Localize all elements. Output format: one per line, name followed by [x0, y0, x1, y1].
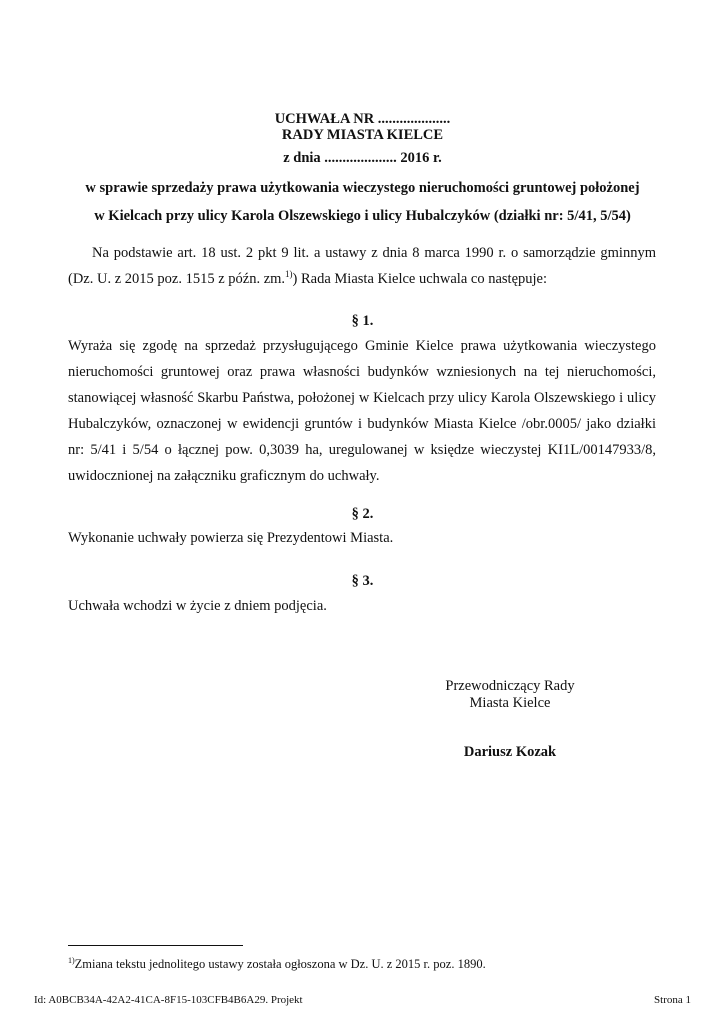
section-1-body: Wyraża się zgodę na sprzedaż przysługującego Gminie Kielce prawa użytkowania wieczystego nieruchomości gruntowej oraz prawa własności budynków wzniesionych na tej nieruchomości, stanowiącej własność Skarbu Państwa, położonej w Kielcach przy ulicy Karola Olszewskiego i ulicy Hubalczyków, oznaczonej w ewidencji gruntów i budynków Miasta Kielce /obr.0005/ jako działki nr: 5/41 i 5/54 o łącznej pow. 0,3039 ha, uregulowanej w księdze wieczystej KI1L/00147933/8, uwidocznionej na załączniku graficznym do uchwały.: [68, 338, 656, 484]
subject-line-2: w Kielcach przy ulicy Karola Olszewskiego i ulicy Hubalczyków (działki nr: 5/41, 5/54): [94, 208, 631, 224]
footnote: [68, 956, 486, 972]
section-1-title: § 1.: [351, 313, 374, 329]
resolution-number: UCHWAŁA NR ....................: [274, 111, 451, 127]
footnote-divider: [68, 945, 243, 946]
legal-basis-paragraph: [68, 240, 656, 292]
document-id: Id: A0BCB34A-42A2-41CA-8F15-103CFB4B6A29. Projekt: [34, 994, 303, 1006]
section-2-body: Wykonanie uchwały powierza się Prezydentowi Miasta.: [68, 530, 394, 546]
resolution-date: z dnia .................... 2016 r.: [283, 150, 442, 166]
legal-basis-text: Na podstawie art. 18 ust. 2 pkt 9 lit. a ustawy z dnia 8 marca 1990 r. o samorządzie gminnym (Dz. U. z 2015 poz. 1515 z późn. zm.: [68, 245, 656, 287]
signatory-role-line-1: Przewodniczący Rady: [445, 678, 575, 694]
resolution-subject: [40, 174, 685, 230]
footnote-marker: 1): [68, 955, 75, 965]
signatory-name: Dariusz Kozak: [463, 744, 557, 760]
section-3-title: § 3.: [351, 573, 374, 589]
page-number: Strona 1: [654, 994, 691, 1006]
footnote-reference: 1): [285, 269, 293, 280]
council-name: RADY MIASTA KIELCE: [281, 127, 444, 143]
legal-basis-text-end: ) Rada Miasta Kielce uchwala co następuje:: [292, 271, 547, 287]
footnote-text: Zmiana tekstu jednolitego ustawy została ogłoszona w Dz. U. z 2015 r. poz. 1890.: [74, 957, 486, 971]
section-3-body: Uchwała wchodzi w życie z dniem podjęcia.: [68, 598, 327, 614]
section-2-title: § 2.: [351, 506, 374, 522]
subject-line-1: w sprawie sprzedaży prawa użytkowania wieczystego nieruchomości gruntowej położonej: [85, 180, 640, 196]
signatory-role-line-2: Miasta Kielce: [469, 695, 551, 711]
